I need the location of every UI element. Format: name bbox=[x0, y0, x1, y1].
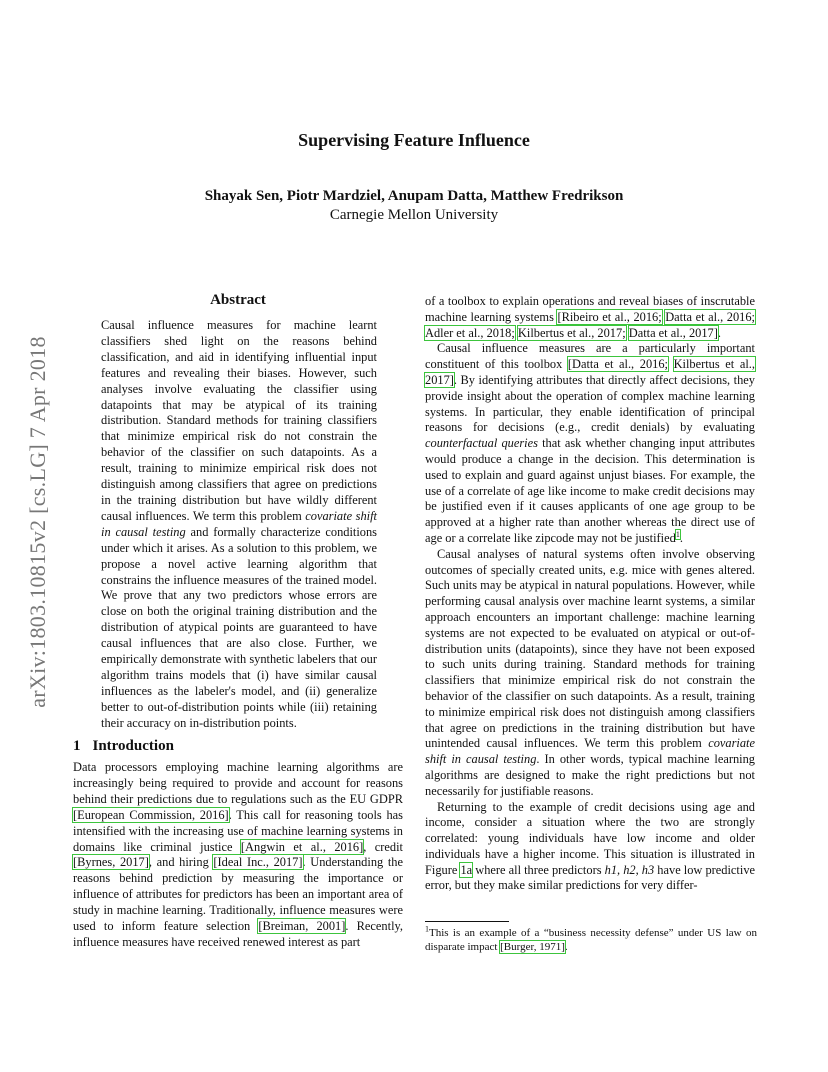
arxiv-identifier: arXiv:1803.10815v2 [cs.LG] 7 Apr 2018 bbox=[25, 336, 51, 708]
citation-link[interactable]: Datta et al., 2016; bbox=[665, 309, 755, 324]
section-number: 1 bbox=[73, 738, 81, 754]
footnote-text: This is an example of a “business necessity defense” under US law on disparate impact bbox=[425, 927, 757, 953]
footnote-number: 1 bbox=[425, 924, 429, 934]
paragraph-toolbox bbox=[425, 294, 755, 341]
paragraph-natural-systems bbox=[425, 547, 755, 800]
citation-link[interactable]: [Datta et al., 2016; bbox=[567, 357, 668, 372]
body-text: Causal analyses of natural systems often involve observing outcomes of specially created units, e.g. mice with genes altered. Such units may be atypical in natural populations. However, while performing causal analysis over machine learnt systems, a similar approach encounters an important challenge: machine learning systems are not expected to be evaluated on atypical or out-of-distribution units (datapoints), since they have not been exposed to such units during training. Standard methods for training classifiers that minimize empirical risk do not constrain the behavior of the classifier on such datapoints. As a result, training to minimize empirical risk does not distinguish among classifiers that agree on predictions in the training distribution but have unintended causal influences. We term this problem bbox=[425, 546, 755, 751]
paragraph-credit-example bbox=[425, 800, 755, 895]
emphasis: counterfactual queries bbox=[425, 436, 538, 451]
section-heading-introduction bbox=[73, 738, 174, 755]
paragraph-causal-influence bbox=[425, 341, 755, 546]
emphasis: covariate shift in causal testing bbox=[425, 736, 755, 767]
intro-text: , credit bbox=[363, 839, 403, 854]
body-text: have low predictive error, but they make similar predictions for very differ- bbox=[425, 862, 756, 893]
math-symbols: h1, h2, h3 bbox=[604, 862, 655, 877]
citation-link[interactable]: [Ribeiro et al., 2016; bbox=[557, 309, 662, 324]
intro-text: Data processors employing machine learning algorithms are increasingly being required to provide and account for reasons behind their predictions due to regulations such as the EU GDPR bbox=[73, 760, 403, 806]
intro-text: , and hiring bbox=[148, 855, 214, 870]
paper-title: Supervising Feature Influence bbox=[298, 130, 530, 150]
body-text: that ask whether changing input attributes would produce a change in the decision. This determination is used to explain and guard against unjust biases. For example, the use of a correlate of age like income to make credit decisions may be justified even if it causes applicants of one age group to be approved at a higher rate than another whereas the direct use of age or a correlate like zipcode may not be justified bbox=[425, 436, 755, 545]
right-column bbox=[425, 294, 755, 894]
intro-text: . Understanding the reasons behind prediction by measuring the importance or influence of attributes for predictors has been an important area of study in machine learning. Traditionally, influence measures were used to inform feature selection bbox=[73, 855, 403, 934]
footnote-marker[interactable]: 1 bbox=[675, 529, 680, 539]
citation-link[interactable]: [European Commission, 2016] bbox=[73, 807, 229, 822]
citation-link[interactable]: [Byrnes, 2017] bbox=[73, 855, 149, 870]
abstract-emphasis: covariate shift in causal testing bbox=[101, 508, 377, 539]
affiliation: Carnegie Mellon University bbox=[329, 207, 499, 223]
intro-text: . This call for reasoning tools has intensified with the increasing use of machine learning systems in domains like criminal justice bbox=[73, 807, 403, 854]
citation-link[interactable]: [Breiman, 2001] bbox=[258, 919, 346, 934]
body-text: where all three predictors bbox=[472, 862, 605, 877]
body-text: Returning to the example of credit decisions using age and income, consider a situation where the two are strongly correlated: young individuals have low income and older individuals have a higher income. This situation is illustrated in Figure bbox=[425, 799, 755, 877]
abstract-heading: Abstract bbox=[210, 292, 266, 308]
citation-link[interactable]: Datta et al., 2017] bbox=[628, 325, 718, 340]
intro-text: . Recently, influence measures have received renewed interest as part bbox=[73, 919, 403, 949]
citation-link[interactable]: Kilbertus et al., 2017; bbox=[517, 325, 626, 340]
citation-link[interactable]: [Angwin et al., 2016] bbox=[240, 839, 364, 854]
body-text: . In other words, typical machine learning algorithms are designed to make the right predictions but not necessarily for justifiable reasons. bbox=[425, 752, 755, 798]
author-list: Shayak Sen, Piotr Mardziel, Anupam Datta, Matthew Fredrikson bbox=[204, 188, 624, 204]
body-text: . By identifying attributes that directly affect decisions, they provide insight about the operation of complex machine learning systems. In particular, they enable identification of principal reasons for decisions (e.g., credit denials) by evaluating bbox=[425, 372, 755, 435]
citation-link[interactable]: Adler et al., 2018; bbox=[425, 325, 515, 340]
footnote-text: . bbox=[564, 941, 568, 953]
arxiv-sidebar bbox=[20, 292, 56, 752]
section-title: Introduction bbox=[92, 738, 174, 754]
intro-paragraph bbox=[73, 760, 403, 951]
body-text: of a toolbox to explain operations and reveal biases of inscrutable machine learning systems bbox=[425, 294, 755, 324]
footnote-rule bbox=[425, 921, 509, 922]
body-text: Causal influence measures are a particularly important constituent of this toolbox bbox=[425, 341, 755, 372]
citation-link[interactable]: Kilbertus et al., 2017] bbox=[425, 357, 755, 387]
citation-link[interactable]: [Ideal Inc., 2017] bbox=[213, 855, 303, 870]
abstract-text: Causal influence measures for machine learnt classifiers shed light on the reasons behind classification, and aid in identifying influential input features and revealing their biases. However, such analyses involve evaluating the classifier using datapoints that may be atypical of its training distribution. Standard methods for training classifiers that minimize empirical risk do not constrain the behavior of the classifier on such datapoints. As a result, training to minimize empirical risk does not distinguish among classifiers that agree on predictions in the training distribution but have wildly different causal influences. We term this problem bbox=[101, 318, 377, 523]
figure-link[interactable]: 1a bbox=[460, 862, 473, 877]
footnote bbox=[425, 926, 757, 954]
abstract-body bbox=[101, 318, 377, 732]
body-text: . bbox=[679, 530, 683, 545]
citation-link[interactable]: [Burger, 1971] bbox=[500, 941, 565, 953]
abstract-text-2: and formally characterize conditions under which it arises. As a solution to this problem, we propose a novel active learning algorithm that constrains the influence measures of the trained model. We prove that any two predictors whose errors are close on both the original training distribution and the distribution of atypical points are guaranteed to have causal influences that are also close. Further, we empirically demonstrate with synthetic labelers that our algorithm trains models that (i) have similar causal influences as the labeler's model, and (ii) generalize better to out-of-distribution points while (iii) retaining their accuracy on in-distribution points. bbox=[101, 524, 377, 730]
body-text: . bbox=[717, 325, 721, 340]
